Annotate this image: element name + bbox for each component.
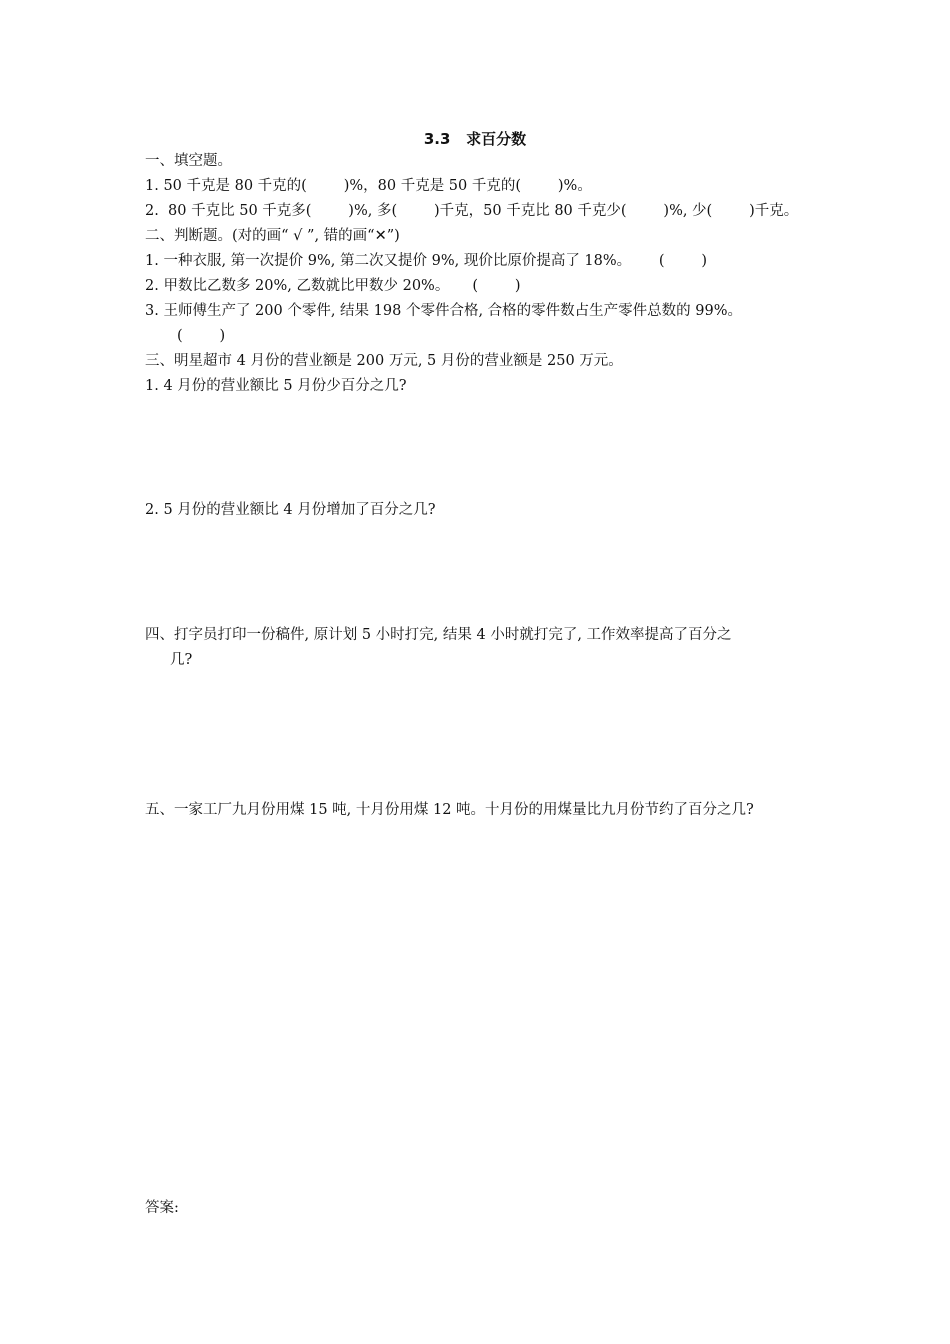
section5-text: 五、一家工厂九月份用煤 15 吨, 十月份用煤 12 吨。十月份的用煤量比九月份节约了百分之几?: [145, 802, 754, 818]
section2-question-1: 1. 一种衣服, 第一次提价 9%, 第二次又提价 9%, 现价比原价提高了 18%。 ( ): [145, 253, 708, 269]
section2-heading: 二、判断题。(对的画“ √ ”, 错的画“✕”): [145, 228, 400, 244]
section2-question-3-blank: ( ): [177, 328, 226, 344]
section3-question-1: 1. 4 月份的营业额比 5 月份少百分之几?: [145, 378, 407, 394]
section2-question-2: 2. 甲数比乙数多 20%, 乙数就比甲数少 20%。 ( ): [145, 278, 521, 294]
section1-question-1: 1. 50 千克是 80 千克的( )%，80 千克是 50 千克的( )%。: [145, 178, 592, 194]
section4-text-line-2: 几?: [170, 652, 193, 668]
section3-question-2: 2. 5 月份的营业额比 4 月份增加了百分之几?: [145, 502, 436, 518]
section1-question-2: 2. 80 千克比 50 千克多( )%, 多( )千克，50 千克比 80 千克少( )%, 少( )千克。: [145, 203, 799, 219]
section3-heading: 三、明星超市 4 月份的营业额是 200 万元, 5 月份的营业额是 250 万元。: [145, 353, 623, 369]
section1-heading: 一、填空题。: [145, 153, 232, 169]
section2-question-3: 3. 王师傅生产了 200 个零件, 结果 198 个零件合格, 合格的零件数占生产零件总数的 99%。: [145, 303, 743, 319]
page-title: 3.3 求百分数: [423, 130, 527, 148]
answer-label: 答案:: [145, 1200, 179, 1216]
section4-text-line-1: 四、打字员打印一份稿件, 原计划 5 小时打完, 结果 4 小时就打完了, 工作效率提高了百分之: [145, 627, 732, 643]
